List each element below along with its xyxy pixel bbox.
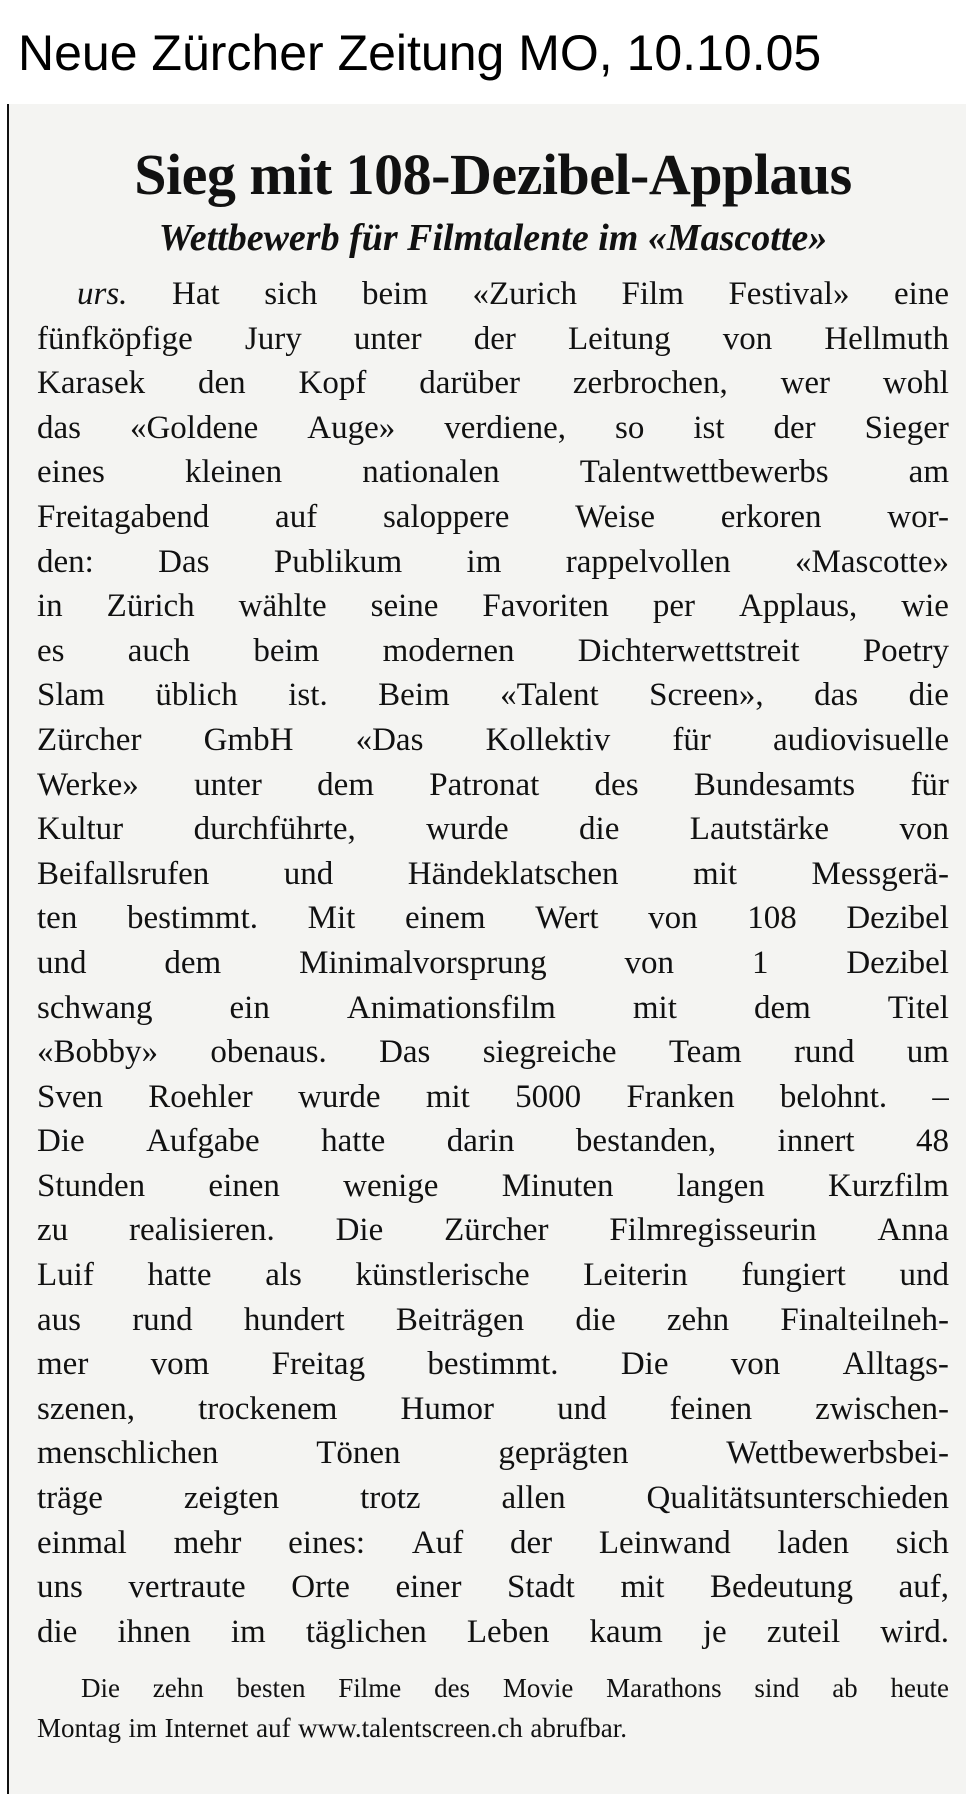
article-footnote-line: [37, 1708, 949, 1748]
word: in: [37, 588, 63, 625]
word: rappelvollen: [565, 543, 731, 580]
newspaper-source-line: Neue Zürcher Zeitung MO, 10.10.05: [18, 25, 822, 81]
word: Kultur: [37, 811, 124, 848]
word: Stadt: [507, 1569, 575, 1606]
word: mit: [620, 1569, 665, 1606]
word: Die: [37, 1123, 85, 1160]
word: Slam: [37, 677, 105, 714]
article-body-line: [37, 941, 949, 986]
word: Filmregisseurin: [609, 1212, 817, 1249]
word: abrufbar.: [530, 1713, 628, 1744]
word: als: [265, 1257, 302, 1294]
word: www.talentscreen.ch: [298, 1713, 523, 1744]
word: sich: [264, 276, 318, 312]
word: langen: [676, 1167, 765, 1204]
word: Jury: [244, 320, 302, 357]
article-body-line: [37, 584, 949, 629]
word: Finalteilneh-: [780, 1301, 949, 1338]
word: erkoren: [720, 498, 822, 535]
word: auf: [256, 1713, 291, 1744]
word: Auf: [411, 1524, 464, 1561]
word: zerbrochen,: [572, 365, 728, 402]
word: menschlichen: [37, 1435, 219, 1472]
article-body: [37, 272, 949, 1654]
word: den: [197, 365, 246, 402]
word: Orte: [291, 1569, 350, 1606]
word: Das: [158, 543, 210, 580]
word: der: [773, 409, 816, 446]
word: des: [434, 1673, 471, 1704]
word: wird.: [880, 1613, 949, 1650]
word: Talentwettbewerbs: [579, 454, 829, 491]
word: 5000: [515, 1078, 582, 1115]
word: Dezibel: [846, 944, 949, 981]
word: mit: [693, 855, 738, 892]
word: Aufgabe: [146, 1123, 260, 1160]
word: geprägten: [498, 1435, 629, 1472]
word: und: [899, 1257, 949, 1294]
word: 1: [751, 944, 769, 981]
article-body-line: [37, 629, 949, 674]
article-body-line: [37, 1298, 949, 1343]
word: laden: [777, 1524, 849, 1561]
article-body-line: [37, 1521, 949, 1566]
word: Kopf: [298, 365, 367, 402]
word: es: [37, 632, 65, 669]
word: hatte: [147, 1257, 212, 1294]
word: wurde: [298, 1078, 381, 1115]
word: auch: [127, 632, 191, 669]
word: Zürcher: [444, 1212, 549, 1249]
word: fungiert: [741, 1257, 846, 1294]
word: Die: [620, 1346, 669, 1383]
word: dem: [753, 989, 811, 1026]
article-body-line: [37, 1164, 949, 1209]
word: so: [615, 409, 645, 446]
newspaper-clipping: [7, 104, 966, 1794]
word: Patronat: [429, 766, 540, 803]
article-body-line: [37, 896, 949, 941]
word: innert: [777, 1123, 855, 1160]
word: ist.: [288, 677, 328, 714]
word: Zürich: [106, 588, 195, 625]
article-footnote: [37, 1668, 949, 1748]
word: besten: [236, 1673, 306, 1704]
article-footnote-line: [37, 1668, 949, 1708]
word: ab: [832, 1673, 858, 1704]
word: einmal: [37, 1524, 127, 1561]
word: Applaus,: [739, 588, 858, 625]
article-body-line: [37, 718, 949, 763]
article-body-line: [37, 1387, 949, 1432]
word: verdiene,: [444, 409, 567, 446]
article-body-line: [37, 1075, 949, 1120]
word: Freitag: [271, 1346, 366, 1383]
word: Karasek: [37, 365, 146, 402]
word: die: [579, 811, 620, 848]
word: Beim: [378, 677, 450, 714]
word: schwang: [37, 989, 153, 1026]
word: Stunden: [37, 1167, 146, 1204]
word: eine: [894, 276, 949, 312]
word: rund: [132, 1301, 193, 1338]
word: mer: [37, 1346, 89, 1383]
word: ihnen: [117, 1613, 191, 1650]
word: Leben: [466, 1613, 550, 1650]
word: «Mascotte»: [795, 543, 949, 580]
article-body-line: [37, 1208, 949, 1253]
word: eines:: [288, 1524, 366, 1561]
word: unter: [353, 320, 422, 357]
word: Bundesamts: [693, 766, 856, 803]
word: bestimmt.: [126, 900, 259, 937]
word: wählte: [238, 588, 327, 625]
word: Bedeutung: [710, 1569, 854, 1606]
word: sind: [754, 1673, 800, 1704]
word: saloppere: [382, 498, 510, 535]
article-body-line: [37, 807, 949, 852]
word: wohl: [882, 365, 949, 402]
word: eines: [37, 454, 105, 491]
word: Montag: [37, 1713, 121, 1744]
article-body-line: [37, 1565, 949, 1610]
word: Franken: [626, 1078, 735, 1115]
word: des: [594, 766, 639, 803]
article-author: urs.: [77, 276, 128, 312]
word: GmbH: [203, 721, 294, 758]
word: Händeklatschen: [407, 855, 619, 892]
article-body-line: [37, 450, 949, 495]
word: wurde: [426, 811, 509, 848]
word: und: [557, 1390, 607, 1427]
word: durchführte,: [193, 811, 356, 848]
article-body-line: [37, 495, 949, 540]
word: täglichen: [305, 1613, 427, 1650]
word: Leiterin: [583, 1257, 688, 1294]
word: seine: [370, 588, 439, 625]
word: szenen,: [37, 1390, 136, 1427]
article-subheadline: Wettbewerb für Filmtalente im «Mascotte»: [158, 217, 828, 259]
word: Auge»: [307, 409, 396, 446]
word: wenige: [343, 1167, 439, 1204]
word: den:: [37, 543, 94, 580]
word: Titel: [887, 989, 949, 1026]
word: Wert: [535, 900, 599, 937]
word: kaum: [589, 1613, 663, 1650]
word: Kollektiv: [485, 721, 611, 758]
word: Weise: [575, 498, 655, 535]
word: vertraute: [128, 1569, 246, 1606]
word: Festival»: [728, 276, 850, 312]
word: hatte: [321, 1123, 386, 1160]
word: darin: [446, 1123, 515, 1160]
word: Tönen: [316, 1435, 401, 1472]
word: die: [37, 1613, 78, 1650]
word: Publikum: [273, 543, 403, 580]
word: Roehler: [148, 1078, 253, 1115]
word: ist: [693, 409, 725, 446]
article-body-line: [37, 1342, 949, 1387]
word: kleinen: [184, 454, 283, 491]
article-body-line: [37, 1431, 949, 1476]
word: audiovisuelle: [773, 721, 949, 758]
article: [37, 142, 949, 1748]
word: wor-: [887, 498, 949, 535]
word: bestanden,: [575, 1123, 717, 1160]
word: hundert: [243, 1301, 345, 1338]
word: Beifallsrufen: [37, 855, 210, 892]
word: wer: [780, 365, 831, 402]
word: Freitagabend: [37, 498, 210, 535]
word: einer: [395, 1569, 462, 1606]
word: Movie: [502, 1673, 574, 1704]
word: im: [128, 1713, 158, 1744]
word: zu: [37, 1212, 69, 1249]
word: Lautstärke: [689, 811, 830, 848]
word: «Talent: [500, 677, 599, 714]
word: Zürcher: [37, 721, 142, 758]
word: der: [509, 1524, 553, 1561]
word: Das: [379, 1034, 431, 1071]
word: mehr: [173, 1524, 242, 1561]
word: einen: [208, 1167, 280, 1204]
word: Anna: [877, 1212, 949, 1249]
word: auf,: [898, 1569, 949, 1606]
article-body-line: [37, 317, 949, 362]
word: Leinwand: [598, 1524, 731, 1561]
word: Sven: [37, 1078, 103, 1115]
word: Hat: [172, 276, 220, 312]
word: trotz: [360, 1480, 421, 1517]
word: Sieger: [864, 409, 949, 446]
word: zehn: [152, 1673, 204, 1704]
word: Dezibel: [846, 900, 949, 937]
article-body-line: [37, 406, 949, 451]
word: das: [814, 677, 859, 714]
word: Internet: [164, 1713, 249, 1744]
word: aus: [37, 1301, 81, 1338]
word: siegreiche: [482, 1034, 617, 1071]
word: «Zurich: [472, 276, 577, 312]
article-body-line: [37, 540, 949, 585]
word: träge: [37, 1480, 103, 1517]
word: Hellmuth: [824, 320, 949, 357]
word: Die: [81, 1673, 120, 1704]
word: Die: [335, 1212, 384, 1249]
word: Werke»: [37, 766, 139, 803]
article-body-line: [37, 852, 949, 897]
word: für: [910, 766, 949, 803]
word: von: [722, 320, 773, 357]
word: und: [37, 944, 87, 981]
word: dem: [164, 944, 222, 981]
word: Alltags-: [842, 1346, 949, 1383]
word: dem: [317, 766, 374, 803]
word: die: [575, 1301, 616, 1338]
word: auf: [275, 498, 318, 535]
word: modernen: [382, 632, 515, 669]
word: Favoriten: [482, 588, 609, 625]
word: zuteil: [766, 1613, 841, 1650]
word: Leitung: [567, 320, 671, 357]
word: Humor: [400, 1390, 494, 1427]
word: ten: [37, 900, 78, 937]
word: zwischen-: [815, 1390, 949, 1427]
word: darüber: [419, 365, 520, 402]
word: belohnt.: [779, 1078, 888, 1115]
word: mit: [632, 989, 677, 1026]
word: und: [283, 855, 334, 892]
word: unter: [194, 766, 262, 803]
word: Minimalvorsprung: [299, 944, 547, 981]
word: üblich: [155, 677, 238, 714]
word: Poetry: [862, 632, 949, 669]
word: für: [672, 721, 711, 758]
word: sich: [895, 1524, 949, 1561]
word: um: [906, 1034, 949, 1071]
article-body-line: [37, 1119, 949, 1164]
word: Marathons: [606, 1673, 722, 1704]
word: von: [899, 811, 949, 848]
article-body-line: [37, 1476, 949, 1521]
word: Qualitätsunterschieden: [646, 1480, 949, 1517]
word: einem: [404, 900, 486, 937]
word: Team: [668, 1034, 742, 1071]
word: «Das: [355, 721, 424, 758]
word: im: [466, 543, 502, 580]
word: Mit: [307, 900, 356, 937]
word: trockenem: [198, 1390, 338, 1427]
word: der: [473, 320, 516, 357]
word: beim: [253, 632, 320, 669]
word: Kurzfilm: [827, 1167, 949, 1204]
word: Animationsfilm: [346, 989, 556, 1026]
word: «Bobby»: [37, 1034, 159, 1071]
word: künstlerische: [355, 1257, 530, 1294]
word: Messgerä-: [811, 855, 949, 892]
word: Wettbewerbsbei-: [726, 1435, 949, 1472]
word: 48: [915, 1123, 949, 1160]
word: allen: [501, 1480, 566, 1517]
word: das: [37, 409, 81, 446]
article-body-line: [37, 986, 949, 1031]
article-body-line: [37, 361, 949, 406]
word: von: [730, 1346, 781, 1383]
word: «Goldene: [129, 409, 259, 446]
word: –: [932, 1078, 949, 1115]
word: bestimmt.: [427, 1346, 559, 1383]
word: obenaus.: [210, 1034, 327, 1071]
article-body-line: [37, 1610, 949, 1655]
article-body-line: [37, 272, 949, 317]
word: ein: [229, 989, 270, 1026]
word: im: [230, 1613, 266, 1650]
word: Film: [621, 276, 684, 312]
word: nationalen: [362, 454, 500, 491]
word: von: [624, 944, 675, 981]
word: uns: [37, 1569, 83, 1606]
article-headline: Sieg mit 108-Dezibel-Applaus: [134, 142, 852, 207]
word: am: [908, 454, 949, 491]
article-body-line: [37, 1253, 949, 1298]
word: beim: [361, 276, 428, 312]
word: Minuten: [501, 1167, 614, 1204]
word: Beiträgen: [395, 1301, 525, 1338]
word: heute: [890, 1673, 949, 1704]
word: rund: [793, 1034, 855, 1071]
word: per: [652, 588, 696, 625]
word: 108: [747, 900, 797, 937]
article-body-line: [37, 673, 949, 718]
word: mit: [425, 1078, 470, 1115]
word: je: [702, 1613, 727, 1650]
article-body-line: [37, 1030, 949, 1075]
article-body-line: [37, 763, 949, 808]
word: fünfköpfige: [37, 320, 193, 357]
word: vom: [150, 1346, 210, 1383]
word: wie: [901, 588, 949, 625]
word: Luif: [37, 1257, 94, 1294]
word: realisieren.: [129, 1212, 275, 1249]
word: Dichterwettstreit: [577, 632, 800, 669]
word: Screen»,: [649, 677, 764, 714]
word: feinen: [669, 1390, 753, 1427]
word: zeigten: [183, 1480, 280, 1517]
word: Filme: [338, 1673, 402, 1704]
word: zehn: [666, 1301, 730, 1338]
word: von: [648, 900, 698, 937]
word: die: [908, 677, 949, 714]
